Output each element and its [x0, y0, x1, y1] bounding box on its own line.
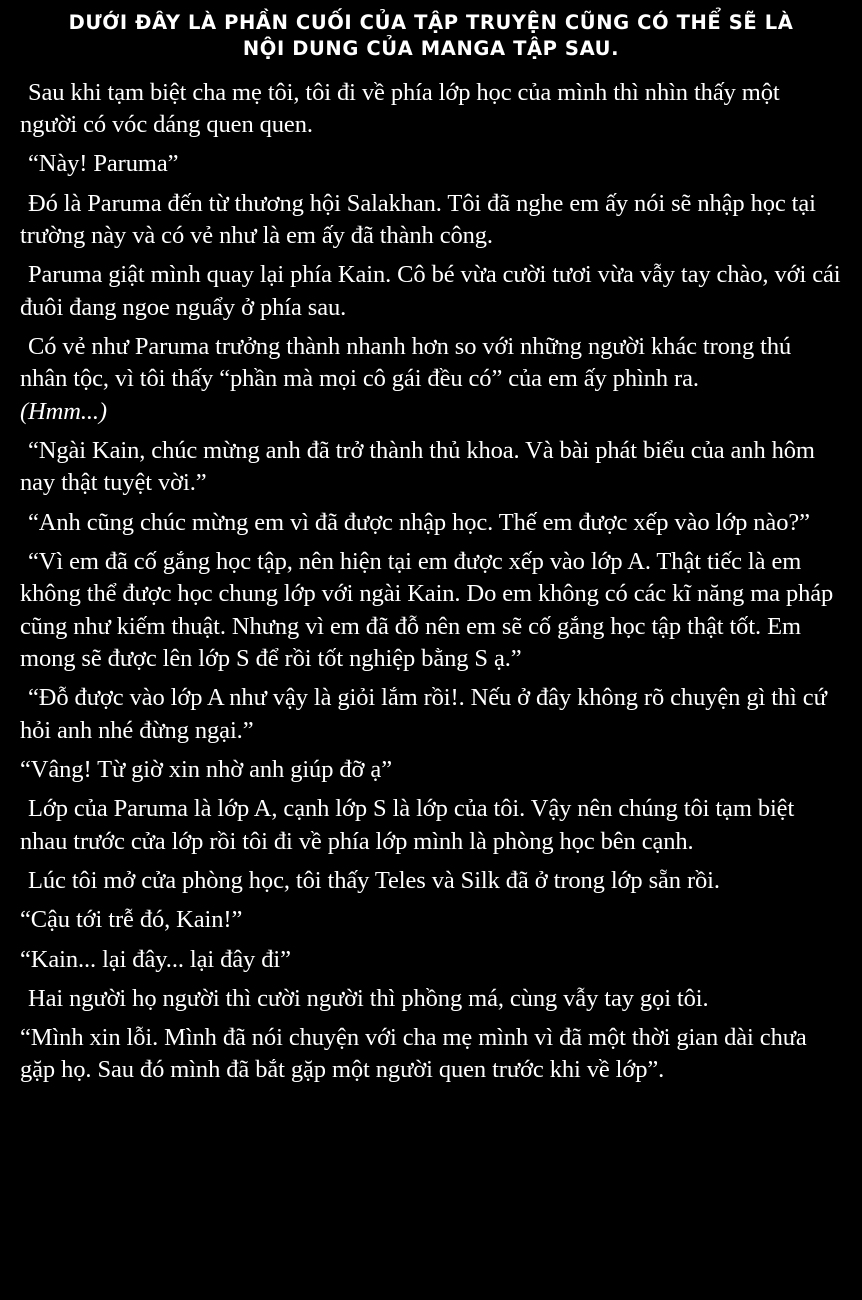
paragraph: “Cậu tới trễ đó, Kain!” [20, 906, 243, 934]
header-line-1: DƯỚI ĐÂY LÀ PHẦN CUỐI CỦA TẬP TRUYỆN CŨNG CÓ THỂ SẼ LÀ [68, 11, 794, 34]
paragraph: “Ngài Kain, chúc mừng anh đã trở thành thủ khoa. Và bài phát biểu của anh hôm nay thật tuyệt vời.” [20, 436, 815, 497]
paragraph: “Mình xin lỗi. Mình đã nói chuyện với cha mẹ mình vì đã một thời gian dài chưa gặp họ. Sau đó mình đã bắt gặp một người quen trước khi về lớp”. [20, 1024, 807, 1084]
paragraph: Đó là Paruma đến từ thương hội Salakhan. Tôi đã nghe em ấy nói sẽ nhập học tại trường này và có vẻ như là em ấy đã thành công. [20, 189, 816, 249]
paragraph: Paruma giật mình quay lại phía Kain. Cô bé vừa cười tươi vừa vẫy tay chào, với cái đuôi đang ngoe nguẩy ở phía sau. [20, 261, 841, 321]
paragraph-text: Có vẻ như Paruma trưởng thành nhanh hơn so với những người khác trong thú nhân tộc, vì tôi thấy “phần mà mọi cô gái đều có” của em ấy phình ra. [20, 332, 792, 393]
paragraph: “Đỗ được vào lớp A như vậy là giỏi lắm rồi!. Nếu ở đây không rõ chuyện gì thì cứ hỏi anh nhé đừng ngại.” [20, 684, 827, 744]
paragraph: Lúc tôi mở cửa phòng học, tôi thấy Teles và Silk đã ở trong lớp sẵn rồi. [28, 866, 720, 894]
page-header [20, 10, 842, 63]
paragraph [20, 331, 842, 428]
paragraph: “Anh cũng chúc mừng em vì đã được nhập học. Thế em được xếp vào lớp nào?” [28, 508, 810, 536]
paragraph: “Này! Paruma” [28, 150, 179, 178]
paragraph: Hai người họ người thì cười người thì phồng má, cùng vẫy tay gọi tôi. [28, 984, 709, 1012]
paragraph: “Vâng! Từ giờ xin nhờ anh giúp đỡ ạ” [20, 755, 392, 783]
paragraph: Lớp của Paruma là lớp A, cạnh lớp S là lớp của tôi. Vậy nên chúng tôi tạm biệt nhau trước cửa lớp rồi tôi đi về phía lớp mình là phòng học bên cạnh. [20, 795, 795, 855]
paragraph: Sau khi tạm biệt cha mẹ tôi, tôi đi về phía lớp học của mình thì nhìn thấy một người có vóc dáng quen quen. [20, 78, 780, 138]
header-line-2: NỘI DUNG CỦA MANGA TẬP SAU. [242, 37, 620, 61]
paragraph: “Kain... lại đây... lại đây đi” [20, 945, 291, 973]
paragraph: “Vì em đã cố gắng học tập, nên hiện tại em được xếp vào lớp A. Thật tiếc là em không thể được học chung lớp với ngài Kain. Do em không có các kĩ năng ma pháp cũng như kiếm thuật. Nhưng vì em đã đỗ nên em sẽ cố gắng học tập thật tốt. Em mong sẽ được lên lớp S để rồi tốt nghiệp bằng S ạ.” [20, 547, 834, 672]
story-body [20, 77, 842, 1087]
inline-note: (Hmm...) [20, 397, 107, 425]
